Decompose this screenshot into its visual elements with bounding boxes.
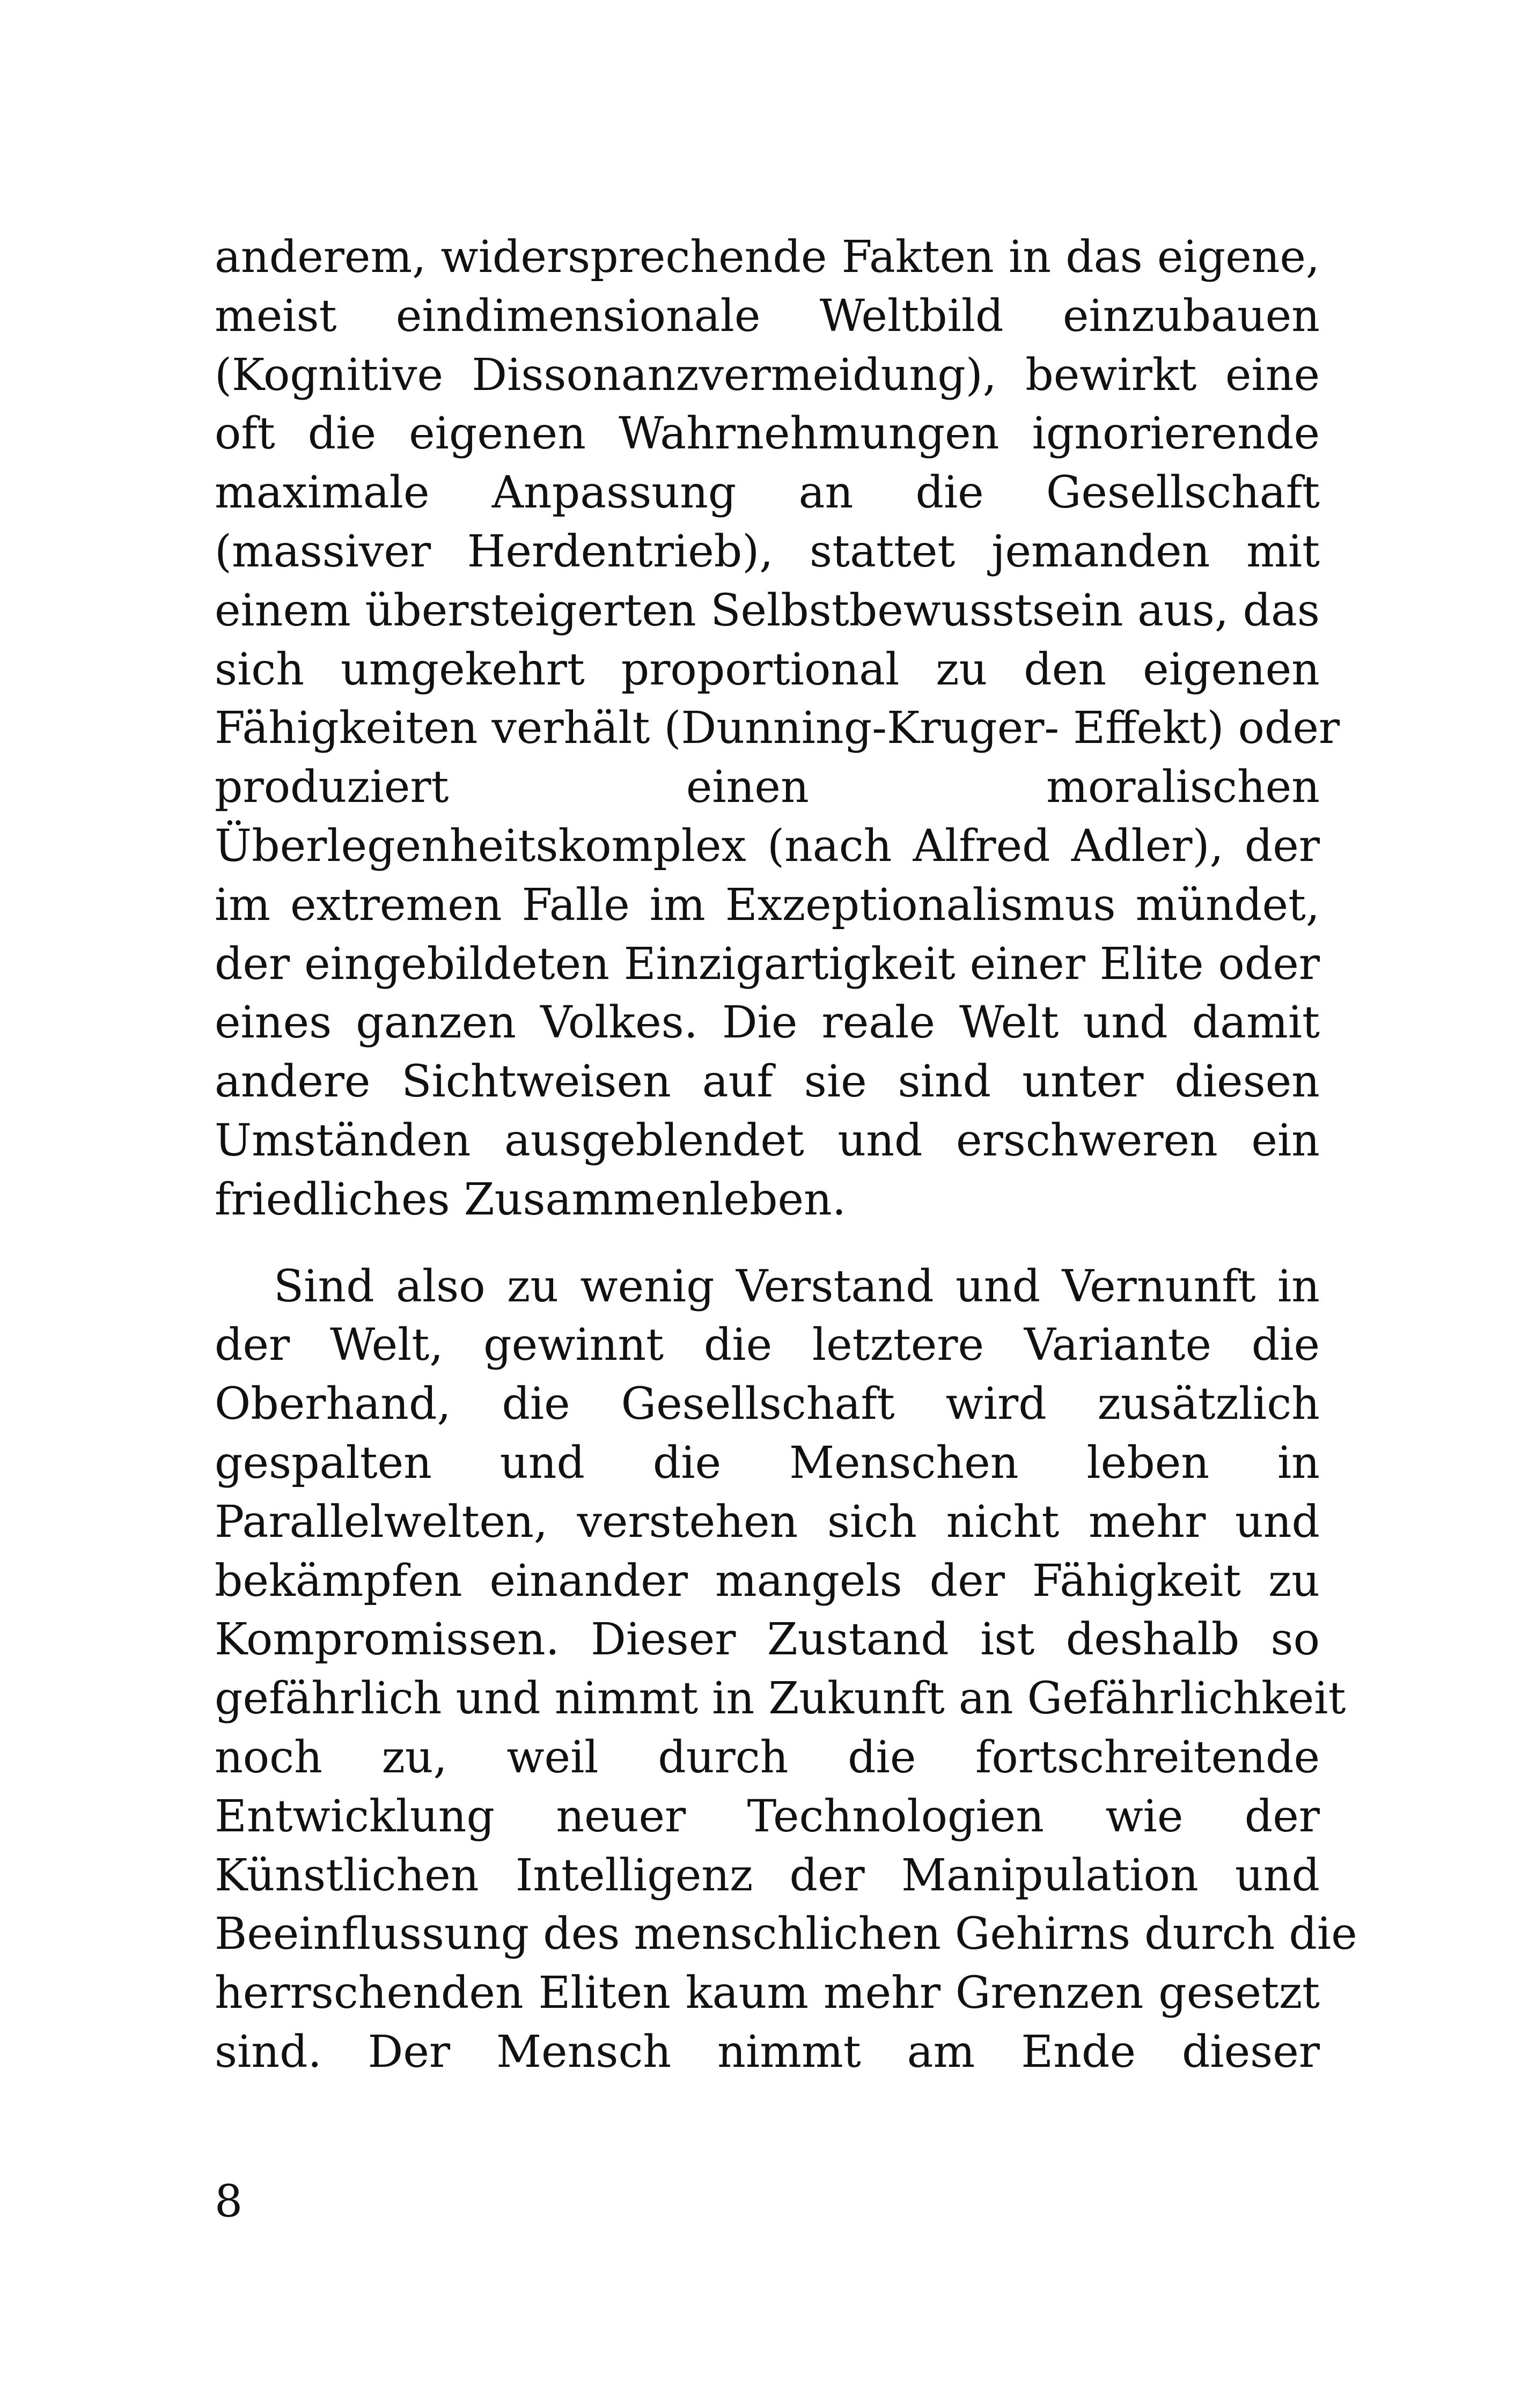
text-line: Sind also zu wenig Verstand und Vernunft in xyxy=(274,1261,1320,1312)
text-line: sich umgekehrt proportional zu den eigenen xyxy=(215,644,1320,695)
text-line: Kompromissen. Dieser Zustand ist deshalb so xyxy=(215,1614,1320,1666)
text-line: Fähigkeiten verhält (Dunning-Kruger- Effekt) oder xyxy=(215,703,1340,754)
text-line: Umständen ausgeblendet und erschweren ein xyxy=(215,1115,1320,1166)
text-line: Beeinflussung des menschlichen Gehirns durch die xyxy=(215,1909,1357,1960)
text-line: anderem, widersprechende Fakten in das eigene, xyxy=(215,232,1320,283)
paragraph-1 xyxy=(215,228,1340,1229)
text-line: der Welt, gewinnt die letztere Variante die xyxy=(215,1320,1320,1371)
text-line: bekämpfen einander mangels der Fähigkeit zu xyxy=(215,1555,1320,1607)
text-line: herrschenden Eliten kaum mehr Grenzen gesetzt xyxy=(215,1968,1320,2019)
text-line: Überlegenheitskomplex (nach Alfred Adler), der xyxy=(215,820,1320,872)
text-line: der eingebildeten Einzigartigkeit einer Elite oder xyxy=(215,938,1320,990)
text-line: friedliches Zusammenleben. xyxy=(215,1174,846,1225)
text-line: im extremen Falle im Exzeptionalismus mündet, xyxy=(215,879,1320,931)
text-line: andere Sichtweisen auf sie sind unter diesen xyxy=(215,1056,1320,1108)
text-line: produziert einen moralischen xyxy=(215,762,1320,813)
text-line: sind. Der Mensch nimmt am Ende dieser xyxy=(215,2026,1320,2078)
text-line: meist eindimensionale Weltbild einzubauen xyxy=(215,290,1320,342)
text-line: Entwicklung neuer Technologien wie der xyxy=(215,1791,1320,1842)
text-line: maximale Anpassung an die Gesellschaft xyxy=(215,467,1320,519)
text-line: Künstlichen Intelligenz der Manipulation und xyxy=(215,1850,1320,1901)
paragraph-2 xyxy=(215,1257,1357,2082)
text-line: Parallelwelten, verstehen sich nicht mehr und xyxy=(215,1496,1320,1548)
page-number: 8 xyxy=(215,2176,243,2227)
body-text xyxy=(215,228,1357,2082)
text-line: eines ganzen Volkes. Die reale Welt und damit xyxy=(215,997,1320,1049)
text-line: oft die eigenen Wahrnehmungen ignorierende xyxy=(215,408,1320,460)
text-line: gefährlich und nimmt in Zukunft an Gefährlichkeit xyxy=(215,1673,1346,1725)
text-line: (Kognitive Dissonanzvermeidung), bewirkt eine xyxy=(215,349,1320,401)
text-line: Oberhand, die Gesellschaft wird zusätzlich xyxy=(215,1379,1320,1430)
text-line: noch zu, weil durch die fortschreitende xyxy=(215,1732,1320,1783)
text-line: einem übersteigerten Selbstbewusstsein aus, das xyxy=(215,585,1320,636)
text-line: (massiver Herdentrieb), stattet jemanden mit xyxy=(215,526,1320,577)
text-line: gespalten und die Menschen leben in xyxy=(215,1437,1320,1489)
